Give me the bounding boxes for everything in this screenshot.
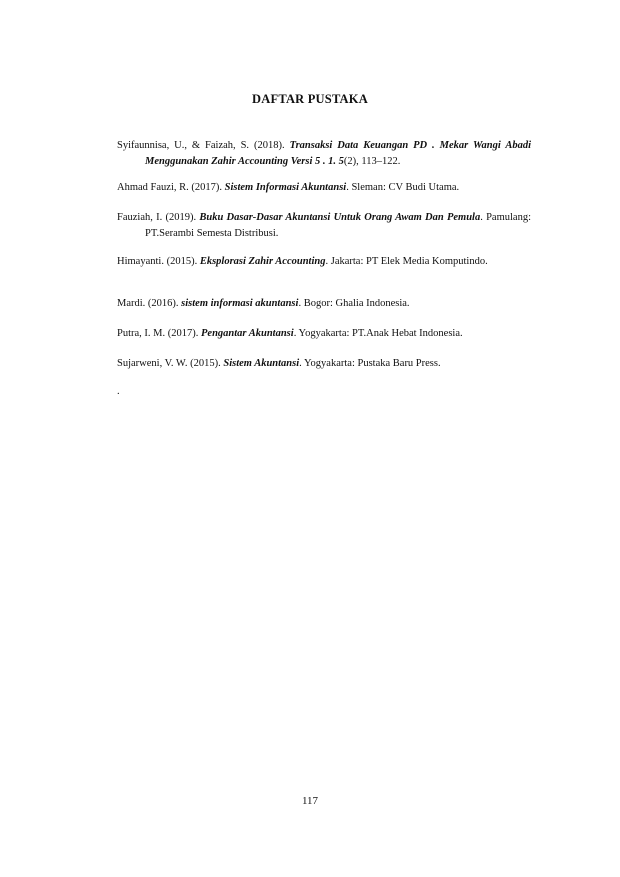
reference-details: . Yogyakarta: PT.Anak Hebat Indonesia. [293, 328, 463, 339]
reference-title: Sistem Akuntansi [223, 358, 300, 369]
reference-details: . Bogor: Ghalia Indonesia. [298, 298, 410, 309]
reference-entry [117, 254, 531, 270]
reference-title: Pengantar Akuntansi [201, 328, 294, 339]
reference-authors: Fauziah, I. (2019). [117, 212, 200, 223]
reference-title: Sistem Informasi Akuntansi [224, 182, 347, 193]
reference-details: . Yogyakarta: Pustaka Baru Press. [299, 358, 441, 369]
reference-entry [117, 356, 531, 372]
reference-authors: Himayanti. (2015). [117, 256, 200, 267]
reference-details: (2), 113–122. [343, 156, 401, 167]
reference-title: Transaksi Data Keuangan PD . Mekar Wangi Abadi Menggunakan Zahir Accounting Versi 5 . 1. 5 [145, 140, 531, 167]
page-title: DAFTAR PUSTAKA [252, 92, 368, 106]
reference-details: . Pamulang: PT.Serambi Semesta Distribusi. [145, 212, 532, 239]
reference-entry [117, 138, 531, 170]
reference-title: sistem informasi akuntansi [181, 298, 299, 309]
reference-entry [117, 296, 531, 312]
reference-details: . Jakarta: PT Elek Media Komputindo. [325, 256, 488, 267]
reference-authors: Putra, I. M. (2017). [117, 328, 201, 339]
reference-title: Eksplorasi Zahir Accounting [199, 256, 326, 267]
reference-authors: Mardi. (2016). [117, 298, 182, 309]
page-number: 117 [301, 795, 319, 807]
reference-title: Buku Dasar-Dasar Akuntansi Untuk Orang Awam Dan Pemula [199, 212, 481, 223]
reference-authors: Ahmad Fauzi, R. (2017). [117, 182, 225, 193]
reference-details: . Sleman: CV Budi Utama. [346, 182, 460, 193]
reference-entry [117, 326, 531, 342]
reference-authors: Sujarweni, V. W. (2015). [117, 358, 224, 369]
reference-authors: Syifaunnisa, U., & Faizah, S. (2018). [117, 140, 290, 151]
reference-entry [117, 210, 531, 242]
reference-entry [117, 180, 531, 196]
trailing-mark: . [117, 386, 120, 397]
